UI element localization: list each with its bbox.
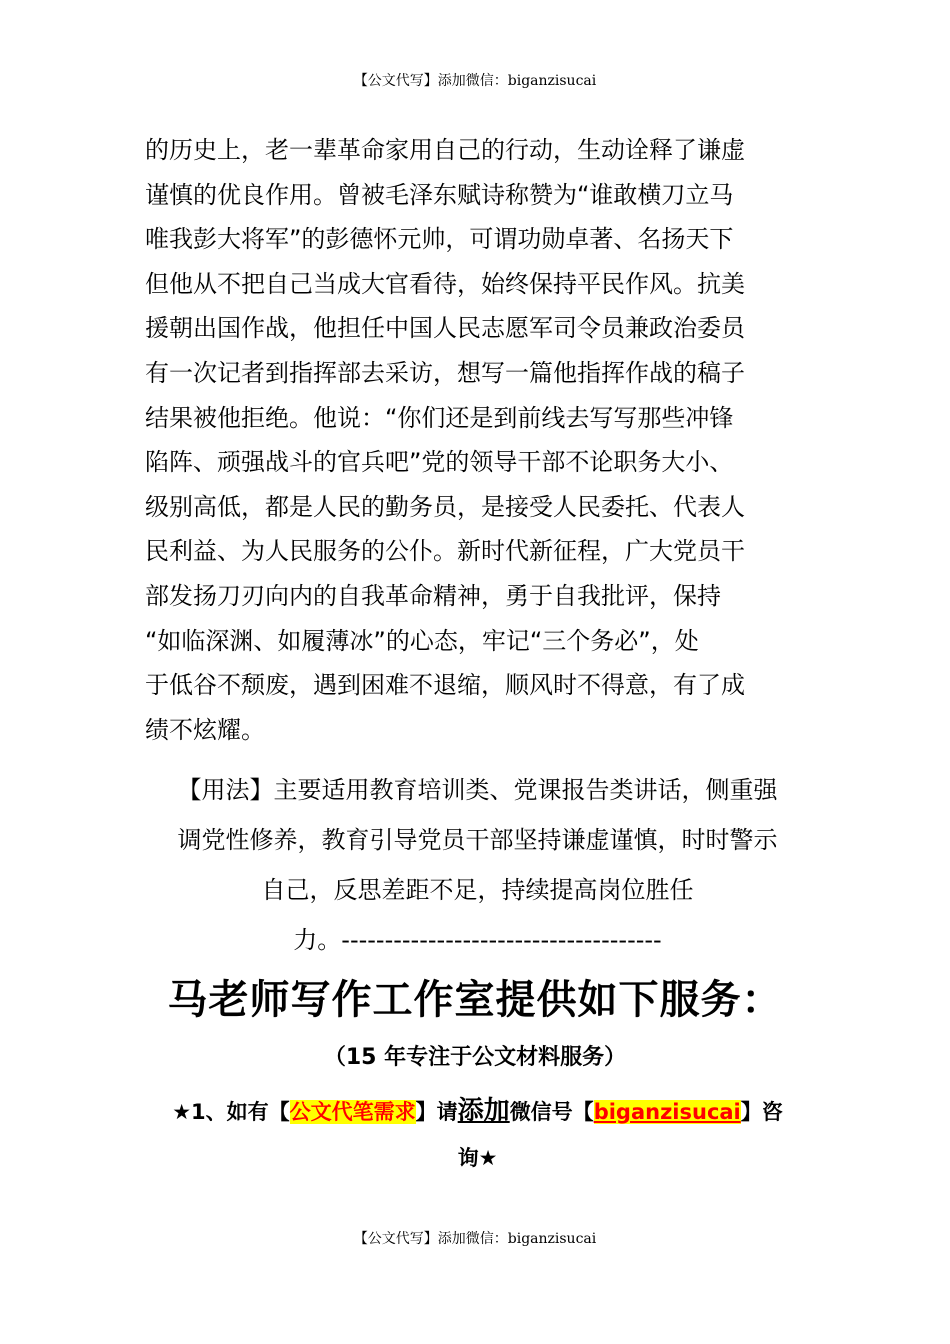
body-line: 但他从不把自己当成大官看待，始终保持平民作风。抗美 xyxy=(145,269,745,298)
page-footer: 【公文代写】添加微信：biganzisucai xyxy=(353,1231,597,1247)
body-line: 谨慎的优良作用。曾被毛泽东赋诗称赞为“谁敢横刀立马 xyxy=(145,180,734,209)
body-line: 的历史上，老一辈革命家用自己的行动，生动诠释了谦虚 xyxy=(145,136,745,164)
body-line: “如临深渊、如履薄冰”的心态，牢记“三个务必”，处 xyxy=(145,626,699,655)
body-line: 级别高低，都是人民的勤务员，是接受人民委托、代表人 xyxy=(145,492,745,521)
body-line: 陷阵、顽强战斗的官兵吧”党的领导干部不论职务大小、 xyxy=(145,448,734,477)
body-line: 结果被他拒绝。他说：“你们还是到前线去写写那些冲锋 xyxy=(145,403,734,432)
usage-line: 调党性修养，教育引导党员干部坚持谦虚谨慎，时时警示 xyxy=(177,826,778,854)
usage-paragraph xyxy=(145,765,810,965)
body-line: 于低谷不颓废，遇到困难不退缩，顺风时不得意，有了成 xyxy=(145,671,745,700)
service-add-word: 添加 xyxy=(457,1096,510,1126)
service-item xyxy=(145,1088,810,1181)
body-line: 有一次记者到指挥部去采访，想写一篇他指挥作战的稿子 xyxy=(145,358,745,387)
body-line: 绩不炫耀。 xyxy=(145,715,265,744)
usage-line: 自己，反思差距不足，持续提高岗位胜任 xyxy=(261,876,694,904)
body-line: 唯我彭大将军”的彭德怀元帅，可谓功勋卓著、名扬天下 xyxy=(145,225,734,254)
body-line: 援朝出国作战，他担任中国人民志愿军司令员兼政治委员 xyxy=(145,314,745,343)
body-line: 部发扬刀刃向内的自我革命精神，勇于自我批评，保持 xyxy=(145,581,721,610)
page-header: 【公文代写】添加微信：biganzisucai xyxy=(353,73,597,89)
body-line: 民利益、为人民服务的公仆。新时代新征程，广大党员干 xyxy=(145,537,745,566)
studio-subtitle: （15 年专注于公文材料服务） xyxy=(323,1045,627,1070)
service-line: 询★ xyxy=(457,1146,498,1170)
studio-title: 马老师写作工作室提供如下服务： xyxy=(167,977,783,1023)
body-paragraph xyxy=(145,128,810,752)
usage-line: 力。------------------------------------- xyxy=(293,926,662,954)
service-need-highlight: 公文代笔需求 xyxy=(289,1100,416,1124)
service-mid: 微信号【 xyxy=(509,1100,594,1124)
usage-line: 【用法】主要适用教育培训类、党课报告类讲话，侧重强 xyxy=(177,776,778,804)
service-suffix: 】咨 xyxy=(740,1100,783,1124)
service-mid: 】请 xyxy=(415,1100,458,1124)
service-prefix: ★1、如有【 xyxy=(172,1100,290,1124)
service-line xyxy=(145,1088,810,1135)
wechat-id-highlight[interactable]: biganzisucai xyxy=(593,1100,741,1124)
